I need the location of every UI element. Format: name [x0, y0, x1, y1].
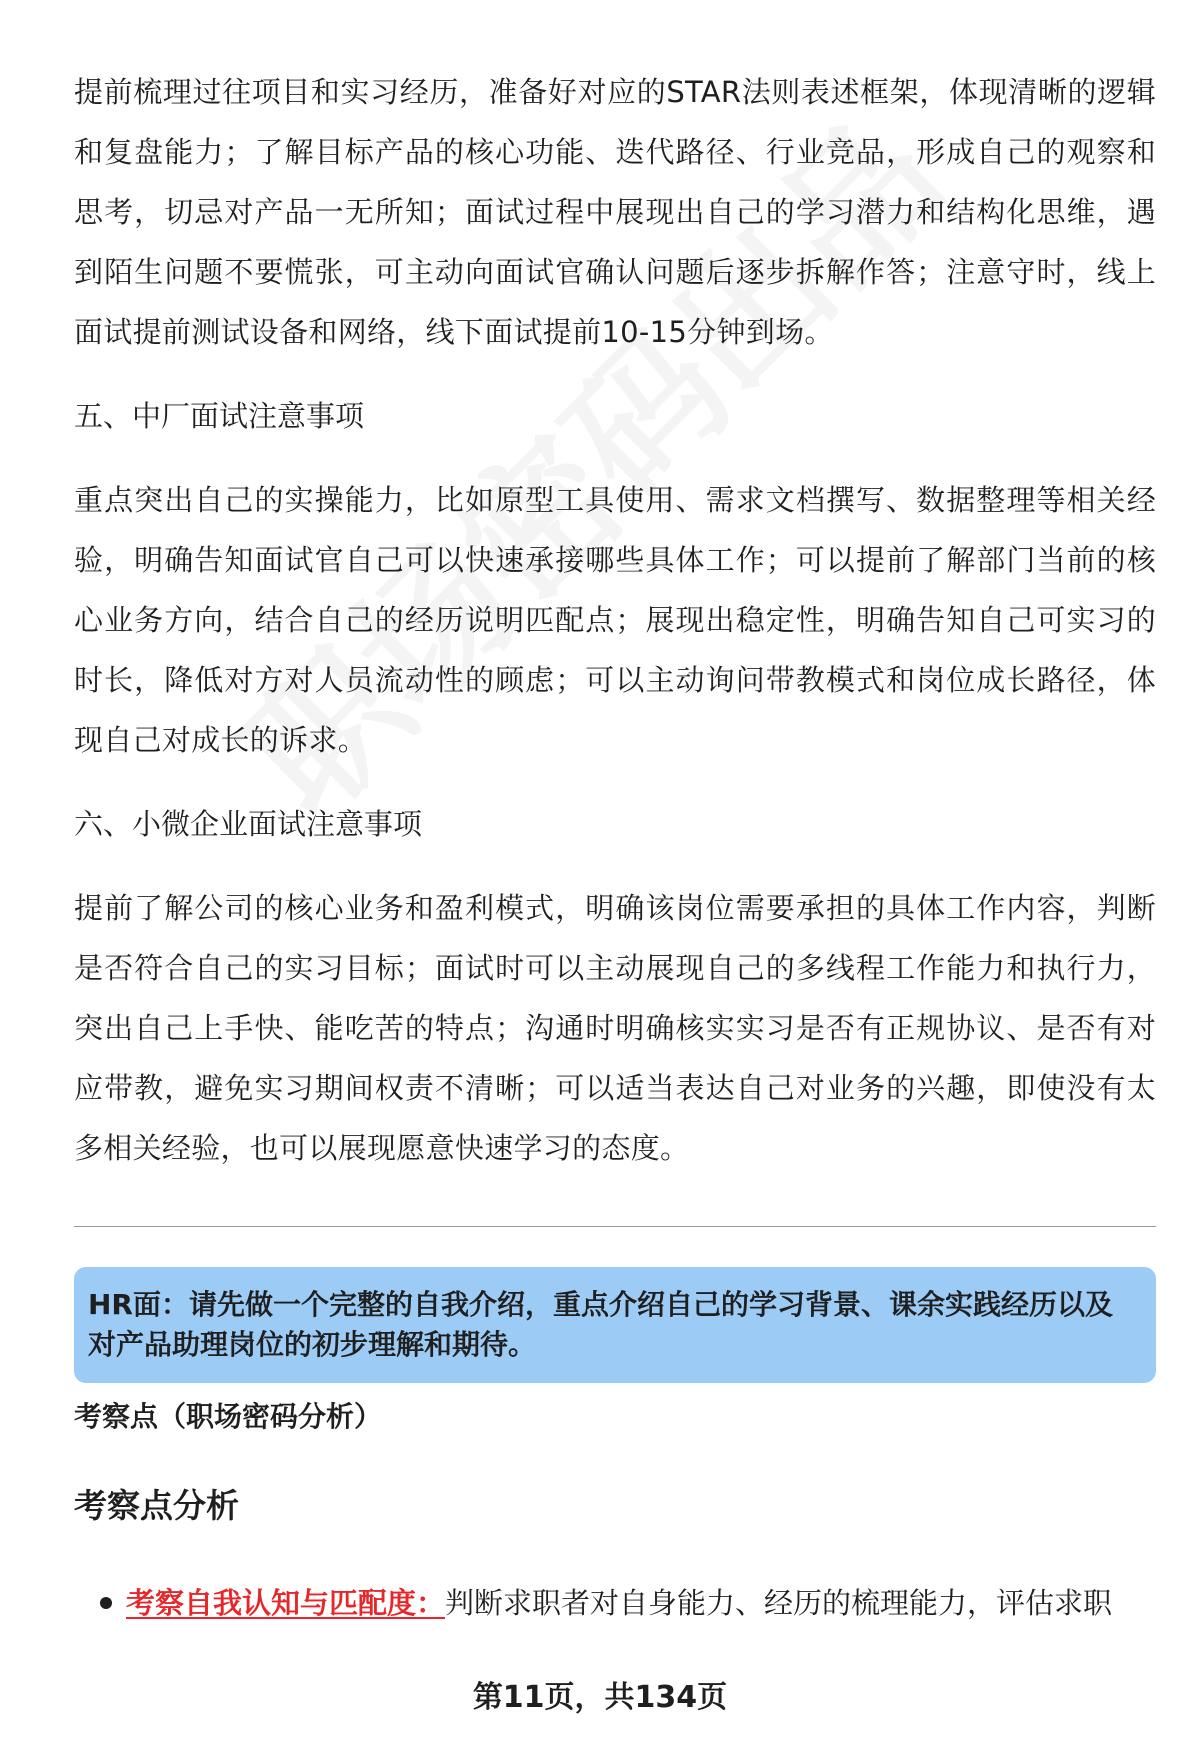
list-item	[74, 1581, 1156, 1625]
spacer	[74, 446, 1156, 470]
divider	[74, 1226, 1156, 1227]
page-number: 第11页，共134页	[472, 1680, 728, 1715]
analysis-heading: 考察点分析	[74, 1486, 239, 1525]
bullet-key-text: 考察自我认知与匹配度：	[126, 1586, 446, 1620]
analysis-label: 考察点（职场密码分析）	[74, 1400, 383, 1433]
document-page	[74, 62, 1156, 1625]
bullet-icon	[100, 1597, 112, 1609]
interview-question-text: HR面：请先做一个完整的自我介绍，重点介绍自己的学习背景、课余实践经历以及对产品助理岗位的初步理解和期待。	[88, 1288, 1113, 1361]
interview-question-box	[74, 1267, 1156, 1383]
spacer	[74, 362, 1156, 386]
bullet-body-text: 判断求职者对自身能力、经历的梳理能力，评估求职	[445, 1586, 1113, 1620]
section-paragraph-mid-company: 重点突出自己的实操能力，比如原型工具使用、需求文档撰写、数据整理等相关经验，明确告知面试官自己可以快速承接哪些具体工作；可以提前了解部门当前的核心业务方向，结合自己的经历说明匹配点；展现出稳定性，明确告知自己可实习的时长，降低对方对人员流动性的顾虑；可以主动询问带教模式和岗位成长路径，体现自己对成长的诉求。	[74, 483, 1156, 757]
intro-paragraph: 提前梳理过往项目和实习经历，准备好对应的STAR法则表述框架，体现清晰的逻辑和复盘能力；了解目标产品的核心功能、迭代路径、行业竞品，形成自己的观察和思考，切忌对产品一无所知；面试过程中展现出自己的学习潜力和结构化思维，遇到陌生问题不要慌张，可主动向面试官确认问题后逐步拆解作答；注意守时，线上面试提前测试设备和网络，线下面试提前10-15分钟到场。	[74, 75, 1156, 349]
spacer	[74, 770, 1156, 794]
spacer	[74, 854, 1156, 878]
section-title-mid-company: 五、中厂面试注意事项	[74, 399, 365, 433]
section-paragraph-small-company: 提前了解公司的核心业务和盈利模式，明确该岗位需要承担的具体工作内容，判断是否符合自己的实习目标；面试时可以主动展现自己的多线程工作能力和执行力，突出自己上手快、能吃苦的特点；沟通时明确核实实习是否有正规协议、是否有对应带教，避免实习期间权责不清晰；可以适当表达自己对业务的兴趣，即使没有太多相关经验，也可以展现愿意快速学习的态度。	[74, 891, 1156, 1165]
section-title-small-company: 六、小微企业面试注意事项	[74, 807, 423, 841]
